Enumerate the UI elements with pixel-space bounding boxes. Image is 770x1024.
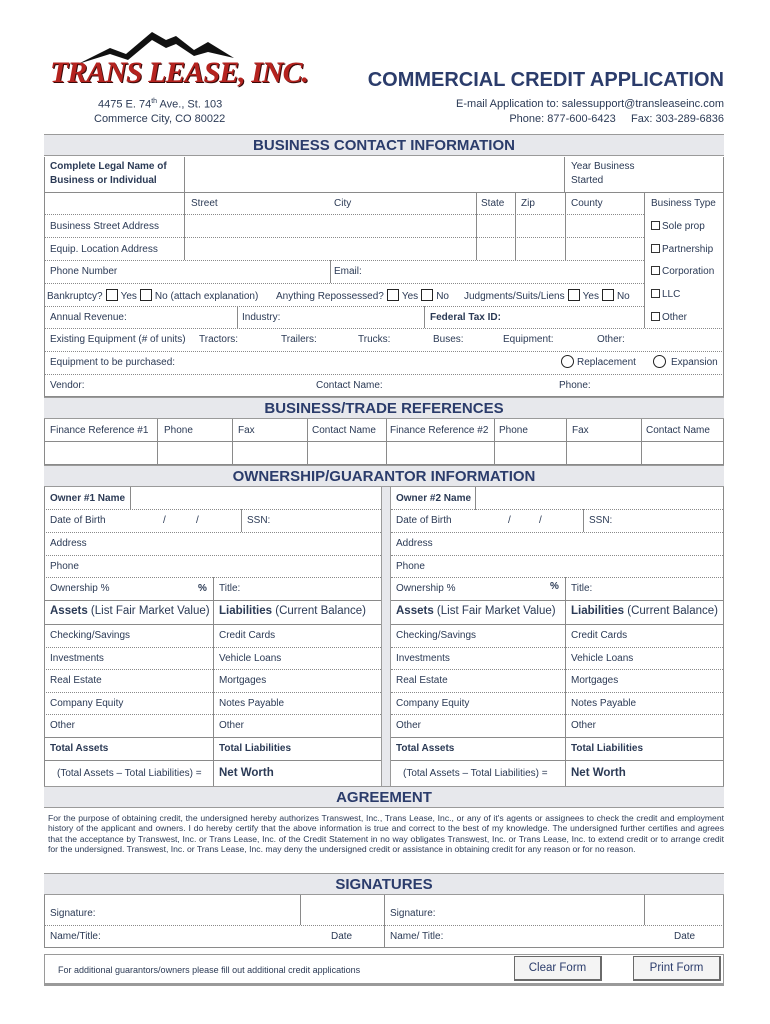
judgments-row: Judgments/Suits/Liens Yes No	[464, 291, 630, 302]
owner1-liability-row: Vehicle Loans	[219, 653, 282, 664]
phone-number-label: Phone Number	[50, 266, 118, 277]
owner1-dob-label: Date of Birth	[50, 515, 106, 526]
owner1-total-assets: Total Assets	[50, 743, 109, 754]
trailers-label: Trailers:	[281, 334, 317, 345]
owner1-liability-row: Mortgages	[219, 675, 267, 686]
owner2-net-worth: Net Worth	[571, 767, 626, 779]
email-line: E-mail Application to: salessupport@transleaseinc.com	[456, 98, 724, 110]
owner1-address-label: Address	[50, 538, 87, 549]
vendor-phone-label: Phone:	[559, 380, 591, 391]
business-type-corporation[interactable]: Corporation	[651, 266, 714, 277]
ref2-contact-label: Contact Name	[646, 425, 710, 436]
owner1-liability-row: Notes Payable	[219, 698, 285, 709]
judgments-no-checkbox[interactable]	[602, 289, 614, 301]
company-logo	[48, 26, 309, 94]
legal-name-input[interactable]	[186, 158, 562, 190]
expansion-radio[interactable]: Expansion	[653, 355, 718, 368]
company-address-2: Commerce City, CO 80022	[94, 113, 226, 125]
owner1-title-label: Title:	[219, 583, 241, 594]
clear-form-button[interactable]: Clear Form	[514, 956, 602, 981]
owner2-liability-row: Vehicle Loans	[571, 653, 634, 664]
tractors-label: Tractors:	[199, 334, 239, 345]
equipment-purchased-label: Equipment to be purchased:	[50, 357, 176, 368]
name-title-1-label: Name/Title:	[50, 931, 101, 942]
owner2-liability-row: Mortgages	[571, 675, 619, 686]
owner2-asset-row: Other	[396, 720, 422, 731]
finance-ref-2-label: Finance Reference #2	[390, 425, 489, 436]
owner2-name-label: Owner #2 Name	[396, 493, 472, 504]
footer-note: For additional guarantors/owners please fill out additional credit applications	[58, 965, 361, 975]
owner2-assets-header: Assets (List Fair Market Value)	[396, 605, 556, 617]
bankruptcy-row: Bankruptcy? Yes No (attach explanation)	[47, 291, 259, 302]
name-title-2-label: Name/ Title:	[390, 931, 444, 942]
bankruptcy-yes-checkbox[interactable]	[106, 289, 118, 301]
page-title: COMMERCIAL CREDIT APPLICATION	[367, 69, 724, 91]
owner2-ownership-label: Ownership %	[396, 583, 456, 594]
bankruptcy-no-checkbox[interactable]	[140, 289, 152, 301]
buses-label: Buses:	[433, 334, 464, 345]
section-signatures: SIGNATURES	[44, 873, 724, 895]
owner2-asset-row: Real Estate	[396, 675, 448, 686]
industry-label: Industry:	[242, 312, 281, 323]
owner1-name-label: Owner #1 Name	[50, 493, 126, 504]
owner2-liability-row: Other	[571, 720, 597, 731]
owner2-liabilities-header: Liabilities (Current Balance)	[571, 605, 719, 617]
owner2-pct-sign: %	[550, 581, 559, 592]
business-type-sole-prop[interactable]: Sole prop	[651, 221, 705, 232]
vendor-label: Vendor:	[50, 380, 85, 391]
year-started-label: Year Business Started	[571, 161, 635, 186]
col-business-type: Business Type	[651, 198, 716, 209]
other-equipment-label: Other:	[597, 334, 625, 345]
ref2-fax-label: Fax	[572, 425, 589, 436]
agreement-text: For the purpose of obtaining credit, the undersigned hereby authorizes Transwest, Inc., Trans Lease, Inc., or any of it's agents or assignees to check the credit and employment history of the applicant and owners. I do hereby certify that the above information is true and correct to the best of my knowledge. The undersigned further certifies and agrees that the acceptance by Transwest, Inc. or Trans Lease, Inc. of the Credit Statement in no way obligates Transwest, Inc. or Trans Lease, Inc. to extend credit or to arrange credit for the undersigned. Transwest, Inc. or Trans Lease, Inc. may deny the undersigned credit or assistance in obtaining credit for any reason or for no reason.	[48, 813, 724, 855]
trucks-label: Trucks:	[358, 334, 391, 345]
owner1-liability-row: Other	[219, 720, 245, 731]
ref2-phone-label: Phone	[499, 425, 528, 436]
owner1-liabilities-header: Liabilities (Current Balance)	[219, 605, 367, 617]
owner2-liability-row: Notes Payable	[571, 698, 637, 709]
section-agreement: AGREEMENT	[44, 786, 724, 808]
owner1-pct-sign: %	[198, 583, 207, 594]
equipment-label: Equipment:	[503, 334, 554, 345]
owner1-dob-slash-2: /	[196, 515, 199, 526]
equip-location-label: Equip. Location Address	[50, 244, 158, 255]
owner2-total-assets: Total Assets	[396, 743, 455, 754]
owner1-net-worth: Net Worth	[219, 767, 274, 779]
judgments-yes-checkbox[interactable]	[568, 289, 580, 301]
owner1-asset-row: Real Estate	[50, 675, 102, 686]
date-2-label: Date	[674, 931, 696, 942]
owner2-asset-row: Checking/Savings	[396, 630, 477, 641]
owner2-total-liabilities: Total Liabilities	[571, 743, 644, 754]
owner1-total-liabilities: Total Liabilities	[219, 743, 292, 754]
owner2-dob-slash-1: /	[508, 515, 511, 526]
owner2-phone-label: Phone	[396, 561, 425, 572]
owner2-asset-row: Investments	[396, 653, 450, 664]
owner1-liability-row: Credit Cards	[219, 630, 276, 641]
ref1-fax-label: Fax	[238, 425, 255, 436]
owner2-address-label: Address	[396, 538, 433, 549]
replacement-radio[interactable]: Replacement	[561, 355, 636, 368]
signature-2-label: Signature:	[390, 908, 436, 919]
col-county: County	[571, 198, 603, 209]
phone-fax-line: Phone: 877-600-6423 Fax: 303-289-6836	[509, 113, 724, 125]
company-name: TRANS LEASE, INC.	[50, 56, 309, 89]
email-label: Email:	[334, 266, 362, 277]
business-street-address-label: Business Street Address	[50, 221, 159, 232]
owner1-assets-header: Assets (List Fair Market Value)	[50, 605, 210, 617]
owner1-ownership-label: Ownership %	[50, 583, 110, 594]
owner2-title-label: Title:	[571, 583, 593, 594]
federal-tax-id-label: Federal Tax ID:	[430, 312, 501, 323]
business-type-llc[interactable]: LLC	[651, 289, 680, 300]
print-form-button[interactable]: Print Form	[633, 956, 721, 981]
repossessed-row: Anything Repossessed? Yes No	[276, 291, 449, 302]
owner2-liability-row: Credit Cards	[571, 630, 628, 641]
col-city: City	[334, 198, 352, 209]
col-zip: Zip	[521, 198, 535, 209]
owner1-phone-label: Phone	[50, 561, 79, 572]
col-state: State	[481, 198, 505, 209]
owner2-asset-row: Company Equity	[396, 698, 470, 709]
owner2-dob-slash-2: /	[539, 515, 542, 526]
owner1-net-worth-formula: (Total Assets – Total Liabilities) =	[57, 768, 202, 779]
owner1-asset-row: Investments	[50, 653, 104, 664]
company-address-1: 4475 E. 74th Ave., St. 103	[98, 98, 223, 111]
repossessed-no-checkbox[interactable]	[421, 289, 433, 301]
date-1-label: Date	[331, 931, 353, 942]
owner2-ssn-label: SSN:	[589, 515, 613, 526]
col-street: Street	[191, 198, 218, 209]
business-type-partnership[interactable]: Partnership	[651, 244, 713, 255]
section-business-contact: BUSINESS CONTACT INFORMATION	[44, 134, 724, 156]
business-type-other[interactable]: Other	[651, 312, 687, 323]
section-references: BUSINESS/TRADE REFERENCES	[44, 397, 724, 419]
existing-equipment-label: Existing Equipment (# of units)	[50, 334, 186, 345]
owner2-net-worth-formula: (Total Assets – Total Liabilities) =	[403, 768, 548, 779]
section-ownership: OWNERSHIP/GUARANTOR INFORMATION	[44, 465, 724, 487]
repossessed-yes-checkbox[interactable]	[387, 289, 399, 301]
vendor-contact-label: Contact Name:	[316, 380, 383, 391]
owner1-dob-slash-1: /	[163, 515, 166, 526]
annual-revenue-label: Annual Revenue:	[50, 312, 127, 323]
owner1-asset-row: Other	[50, 720, 76, 731]
ref1-contact-label: Contact Name	[312, 425, 376, 436]
ref1-phone-label: Phone	[164, 425, 193, 436]
finance-ref-1-label: Finance Reference #1	[50, 425, 149, 436]
owner1-ssn-label: SSN:	[247, 515, 271, 526]
owner1-asset-row: Checking/Savings	[50, 630, 131, 641]
legal-name-label: Complete Legal Name of Business or Individual	[50, 161, 167, 186]
owner1-asset-row: Company Equity	[50, 698, 124, 709]
owner2-dob-label: Date of Birth	[396, 515, 452, 526]
signature-1-label: Signature:	[50, 908, 96, 919]
